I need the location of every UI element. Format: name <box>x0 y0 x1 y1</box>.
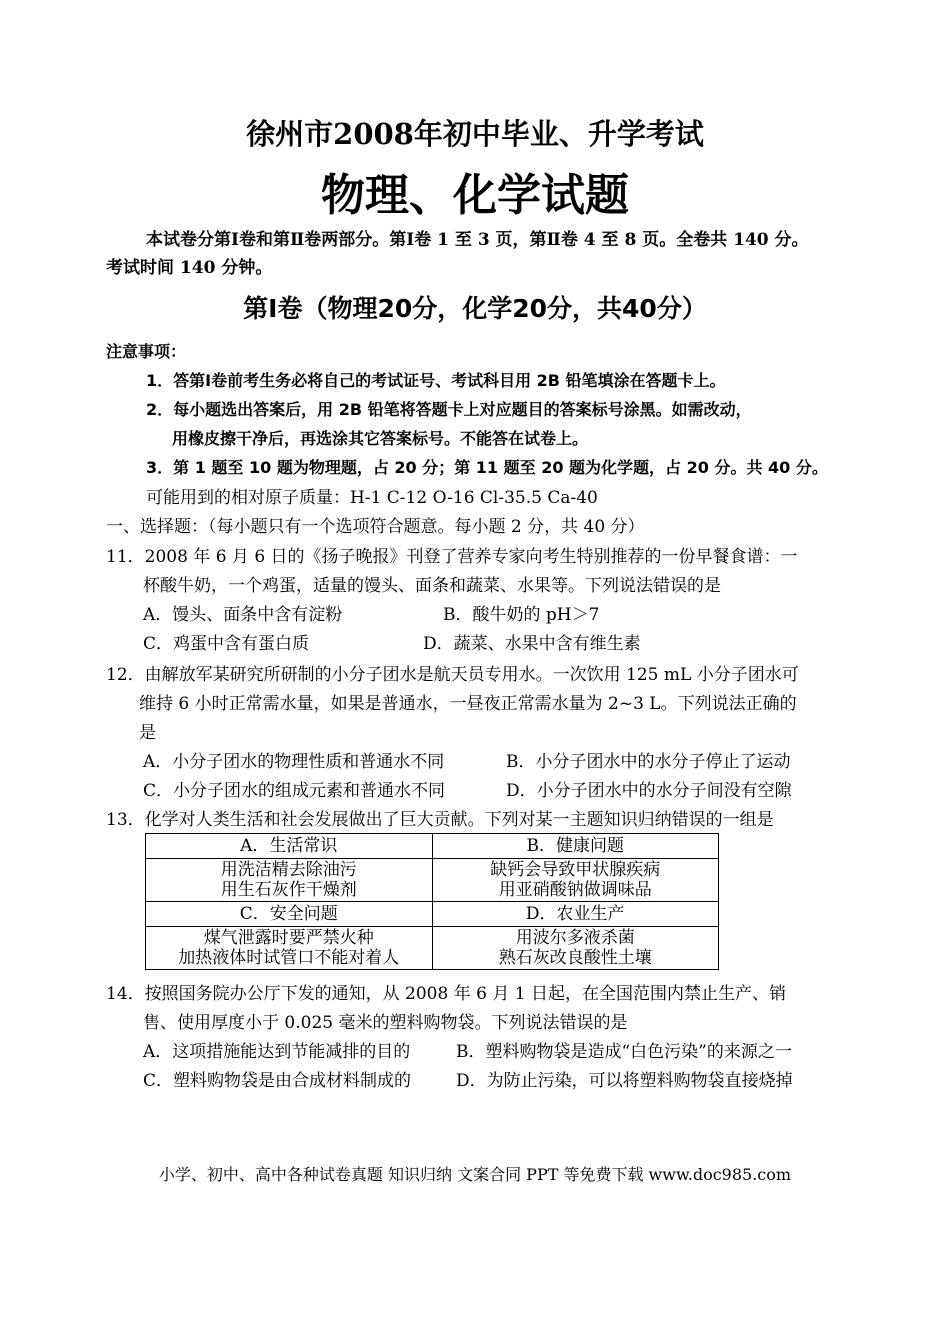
table-row <box>146 927 719 970</box>
table-cell-b-head: B．健康问题 <box>432 834 719 859</box>
q13-stem: 13．化学对人类生活和社会发展做出了巨大贡献。下列对某一主题知识归纳错误的一组是 <box>106 810 774 830</box>
q11-option-d: D．蔬菜、水果中含有维生素 <box>423 634 641 654</box>
table-cell-a-body <box>146 859 433 902</box>
notes-item-3: 3．第 1 题至 10 题为物理题，占 20 分；第 11 题至 20 题为化学题，占 20 分。共 40 分。 <box>146 458 828 477</box>
q12-option-c: C．小分子团水的组成元素和普通水不同 <box>143 781 446 801</box>
table-row <box>146 859 719 902</box>
table-cell-line: 缺钙会导致甲状腺疾病 <box>490 860 661 880</box>
notes-item-1: 1．答第Ⅰ卷前考生务必将自己的考试证号、考试科目用 2B 铅笔填涂在答题卡上。 <box>146 371 726 390</box>
q14-stem-line-2: 售、使用厚度小于 0.025 毫米的塑料购物袋。下列说法错误的是 <box>143 1013 628 1033</box>
table-cell-line: 熟石灰改良酸性土壤 <box>498 948 652 968</box>
subject-title: 物理、化学试题 <box>321 170 629 221</box>
q14-option-c: C．塑料购物袋是由合成材料制成的 <box>143 1071 412 1091</box>
q12-stem-line-1: 12．由解放军某研究所研制的小分子团水是航天员专用水。一次饮用 125 mL 小分子团水可 <box>106 665 799 685</box>
table-cell-a-head: A．生活常识 <box>146 834 433 859</box>
q11-stem-line-2: 杯酸牛奶，一个鸡蛋，适量的馒头、面条和蔬菜、水果等。下列说法错误的是 <box>143 576 721 596</box>
q12-option-d: D．小分子团水中的水分子间没有空隙 <box>506 781 792 801</box>
table-cell-line: 加热液体时试管口不能对着人 <box>178 948 400 968</box>
atomic-masses: 可能用到的相对原子质量：H-1 C-12 O-16 Cl-35.5 Ca-40 <box>146 488 598 508</box>
table-cell-d-body <box>432 927 719 970</box>
table-cell-line: 用波尔多液杀菌 <box>515 928 635 948</box>
table-cell-b-body <box>432 859 719 902</box>
table-cell-line: 用洗洁精去除油污 <box>220 860 357 880</box>
q12-stem-line-3: 是 <box>139 723 156 743</box>
section-heading: 第Ⅰ卷（物理20分，化学20分，共40分） <box>243 294 707 323</box>
table-row <box>146 902 719 927</box>
q11-option-b: B．酸牛奶的 pH＞7 <box>443 605 600 625</box>
q11-stem-line-1: 11．2008 年 6 月 6 日的《扬子晚报》刊登了营养专家向考生特别推荐的一份早餐食谱：一 <box>106 547 798 567</box>
footer-text: 小学、初中、高中各种试卷真题 知识归纳 文案合同 PPT 等免费下载 www.doc985.com <box>158 1165 792 1184</box>
exam-title: 徐州市2008年初中毕业、升学考试 <box>246 117 704 151</box>
table-row <box>146 834 719 859</box>
table-cell-line: 用生石灰作干燥剂 <box>220 880 357 900</box>
q14-option-d: D．为防止污染，可以将塑料购物袋直接烧掉 <box>456 1071 793 1091</box>
q13-table <box>145 833 719 970</box>
q14-option-a: A．这项措施能达到节能减排的目的 <box>143 1042 411 1062</box>
intro-line-1: 本试卷分第Ⅰ卷和第Ⅱ卷两部分。第Ⅰ卷 1 至 3 页，第Ⅱ卷 4 至 8 页。全卷共 140 分。 <box>146 230 809 250</box>
q11-option-a: A．馒头、面条中含有淀粉 <box>143 605 343 625</box>
table-cell-c-body <box>146 927 433 970</box>
part-heading: 一、选择题：（每小题只有一个选项符合题意。每小题 2 分，共 40 分） <box>106 517 645 537</box>
q12-stem-line-2: 维持 6 小时正常需水量，如果是普通水，一昼夜正常需水量为 2~3 L。下列说法正确的 <box>139 694 797 714</box>
notes-heading: 注意事项： <box>106 342 187 361</box>
notes-item-2-line-1: 2．每小题选出答案后，用 2B 铅笔将答题卡上对应题目的答案标号涂黑。如需改动， <box>146 400 752 419</box>
table-cell-d-head: D．农业生产 <box>432 902 719 927</box>
q14-stem-line-1: 14．按照国务院办公厅下发的通知，从 2008 年 6 月 1 日起，在全国范围内禁止生产、销 <box>106 984 786 1004</box>
intro-line-2: 考试时间 140 分钟。 <box>106 258 273 278</box>
table-cell-line: 用亚硝酸钠做调味品 <box>498 880 652 900</box>
q11-option-c: C．鸡蛋中含有蛋白质 <box>143 634 310 654</box>
q12-option-a: A．小分子团水的物理性质和普通水不同 <box>143 752 445 772</box>
table-cell-line: 煤气泄露时要严禁火种 <box>203 928 374 948</box>
q14-option-b: B．塑料购物袋是造成“白色污染”的来源之一 <box>456 1042 792 1062</box>
table-cell-c-head: C．安全问题 <box>146 902 433 927</box>
q12-option-b: B．小分子团水中的水分子停止了运动 <box>506 752 791 772</box>
notes-item-2-line-2: 用橡皮擦干净后，再选涂其它答案标号。不能答在试卷上。 <box>172 429 589 448</box>
